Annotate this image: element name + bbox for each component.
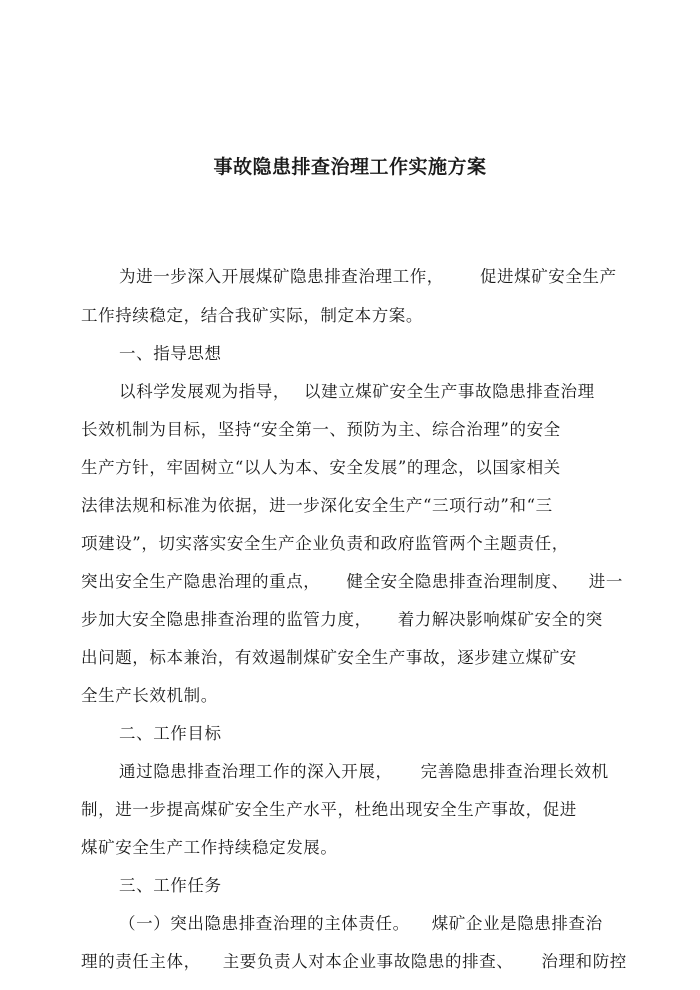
text-segment: 煤矿企业是隐患排查治	[431, 914, 603, 933]
text-segment: 主要负责人对本企业事故隐患的排查、	[222, 952, 514, 971]
paragraph-line	[81, 837, 338, 859]
paragraph-line	[81, 647, 577, 669]
text-segment: 为进一步深入开展煤矿隐患排查治理工作，	[119, 267, 444, 286]
text-segment: 治理和防控	[541, 952, 627, 971]
paragraph-line	[81, 685, 218, 707]
text-segment: 以建立煤矿安全生产事故隐患排查治理	[304, 382, 595, 401]
text-segment: 全生产长效机制。	[81, 686, 218, 705]
text-segment: 通过隐患排查治理工作的深入开展，	[119, 762, 393, 781]
text-segment: 进一	[588, 572, 623, 591]
paragraph-line	[119, 381, 595, 403]
paragraph-line	[81, 799, 577, 821]
paragraph-line	[119, 266, 617, 288]
paragraph-line	[119, 913, 603, 935]
paragraph-line	[81, 533, 569, 555]
text-segment: 促进煤矿安全生产	[479, 267, 617, 286]
document-title: 事故隐患排查治理工作实施方案	[213, 156, 487, 178]
text-segment: 以科学发展观为指导，	[119, 382, 290, 401]
text-segment: 项建设”，切实落实安全生产企业负责和政府监管两个主题责任，	[81, 534, 569, 553]
paragraph-line	[119, 761, 609, 783]
text-segment: 煤矿安全生产工作持续稳定发展。	[81, 838, 338, 857]
text-segment: 理的责任主体，	[81, 952, 201, 971]
text-segment: 着力解决影响煤矿安全的突	[397, 610, 603, 629]
paragraph-line	[81, 305, 423, 327]
text-segment: 长效机制为目标，坚持“安全第一、预防为主、综合治理”的安全	[81, 420, 561, 439]
paragraph-line	[81, 419, 561, 441]
section-heading	[119, 343, 222, 365]
text-segment: 步加大安全隐患排查治理的监管力度，	[81, 610, 372, 629]
paragraph-line	[81, 457, 561, 479]
text-segment: 制，进一步提高煤矿安全生产水平，杜绝出现安全生产事故，促进	[81, 800, 577, 819]
paragraph-line	[81, 495, 553, 517]
text-segment: 三、工作任务	[119, 876, 222, 895]
text-segment: 法律法规和标准为依据，进一步深化安全生产“三项行动”和“三	[81, 496, 553, 515]
section-heading	[119, 723, 222, 745]
text-segment: 一、指导思想	[119, 344, 222, 363]
text-segment: 健全安全隐患排查治理制度、	[346, 572, 569, 591]
text-segment: （一）突出隐患排查治理的主体责任。	[119, 914, 410, 933]
text-segment: 完善隐患排查治理长效机	[420, 762, 609, 781]
paragraph-line	[81, 609, 603, 631]
text-segment: 二、工作目标	[119, 724, 222, 743]
text-segment: 工作持续稳定，结合我矿实际，制定本方案。	[81, 306, 423, 325]
paragraph-line	[81, 571, 623, 593]
section-heading	[119, 875, 222, 897]
text-segment: 出问题，标本兼治，有效遏制煤矿安全生产事故，逐步建立煤矿安	[81, 648, 577, 667]
text-segment: 突出安全生产隐患治理的重点，	[81, 572, 321, 591]
paragraph-line	[81, 951, 627, 973]
text-segment: 生产方针，牢固树立“以人为本、安全发展”的理念，以国家相关	[81, 458, 561, 477]
